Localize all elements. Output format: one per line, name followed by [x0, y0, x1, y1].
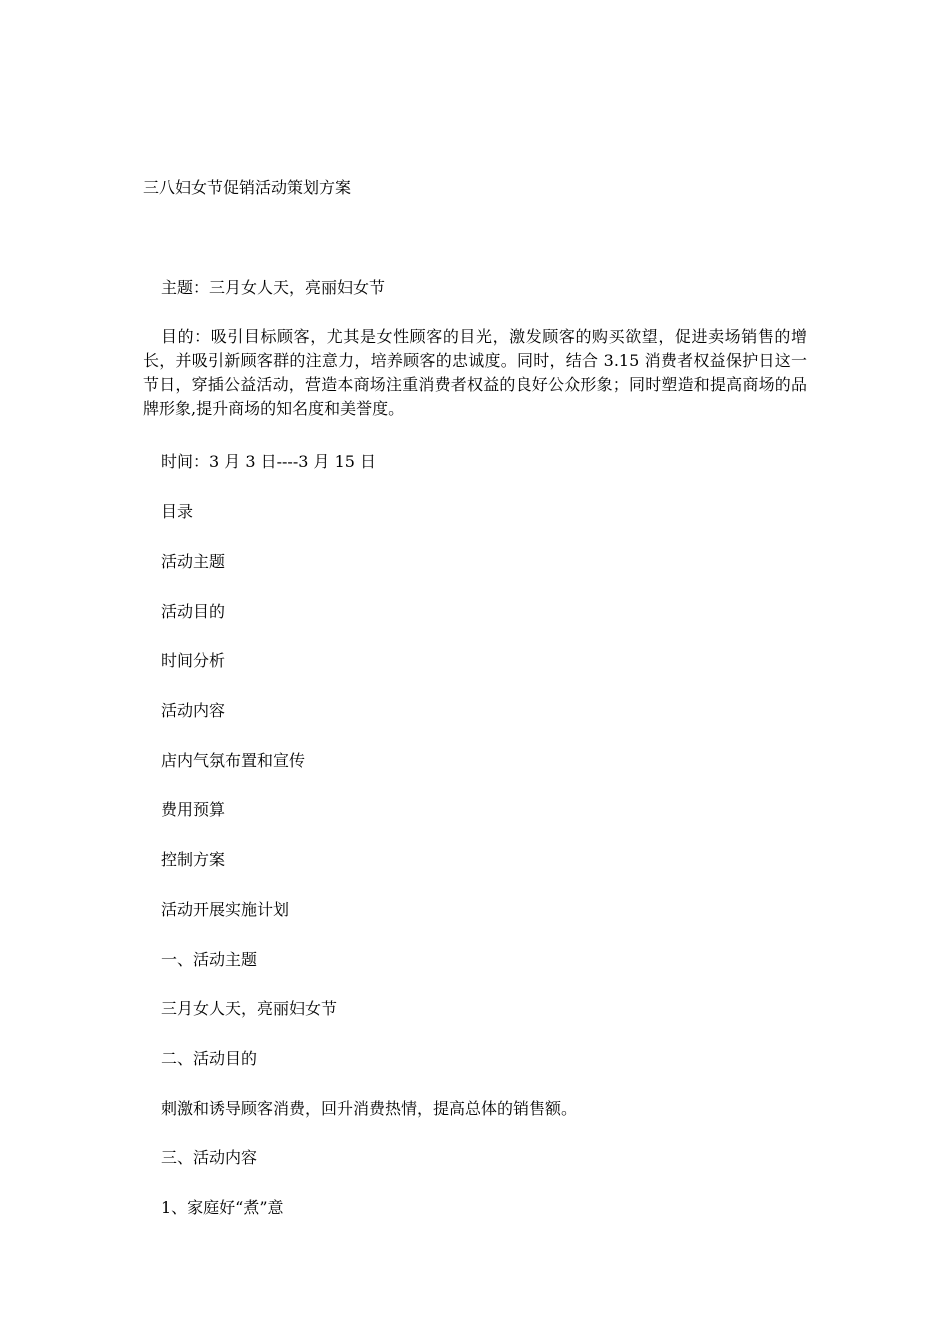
section2-body: 刺激和诱导顾客消费，回升消费热情，提高总体的销售额。: [161, 1099, 578, 1118]
toc-heading: 目录: [161, 502, 194, 521]
time-line: 时间：3 月 3 日----3 月 15 日: [161, 452, 377, 471]
toc-item-budget: 费用预算: [161, 800, 226, 819]
section2-heading: 二、活动目的: [161, 1049, 258, 1068]
toc-item-content: 活动内容: [161, 701, 226, 720]
theme-line: 主题：三月女人天，亮丽妇女节: [161, 278, 386, 297]
document-title: 三八妇女节促销活动策划方案: [143, 178, 352, 197]
toc-item-time-analysis: 时间分析: [161, 651, 226, 670]
section1-heading: 一、活动主题: [161, 950, 258, 969]
section3-item1: 1、家庭好“煮”意: [161, 1198, 284, 1217]
purpose-paragraph: 目的：吸引目标顾客，尤其是女性顾客的目光，激发顾客的购买欲望，促进卖场销售的增长，并吸引新顾客群的注意力，培养顾客的忠诚度。同时，结合 3.15 消费者权益保护日这一节日，穿插公益活动，营造本商场注重消费者权益的良好公众形象；同时塑造和提高商场的品牌形象,提升商场的知名度和美誉度。: [143, 327, 807, 418]
section1-body: 三月女人天，亮丽妇女节: [161, 999, 338, 1018]
toc-item-purpose: 活动目的: [161, 602, 226, 621]
toc-item-control: 控制方案: [161, 850, 226, 869]
toc-item-theme: 活动主题: [161, 552, 226, 571]
toc-item-implementation: 活动开展实施计划: [161, 900, 290, 919]
toc-item-atmosphere: 店内气氛布置和宣传: [161, 751, 306, 770]
section3-heading: 三、活动内容: [161, 1148, 258, 1167]
